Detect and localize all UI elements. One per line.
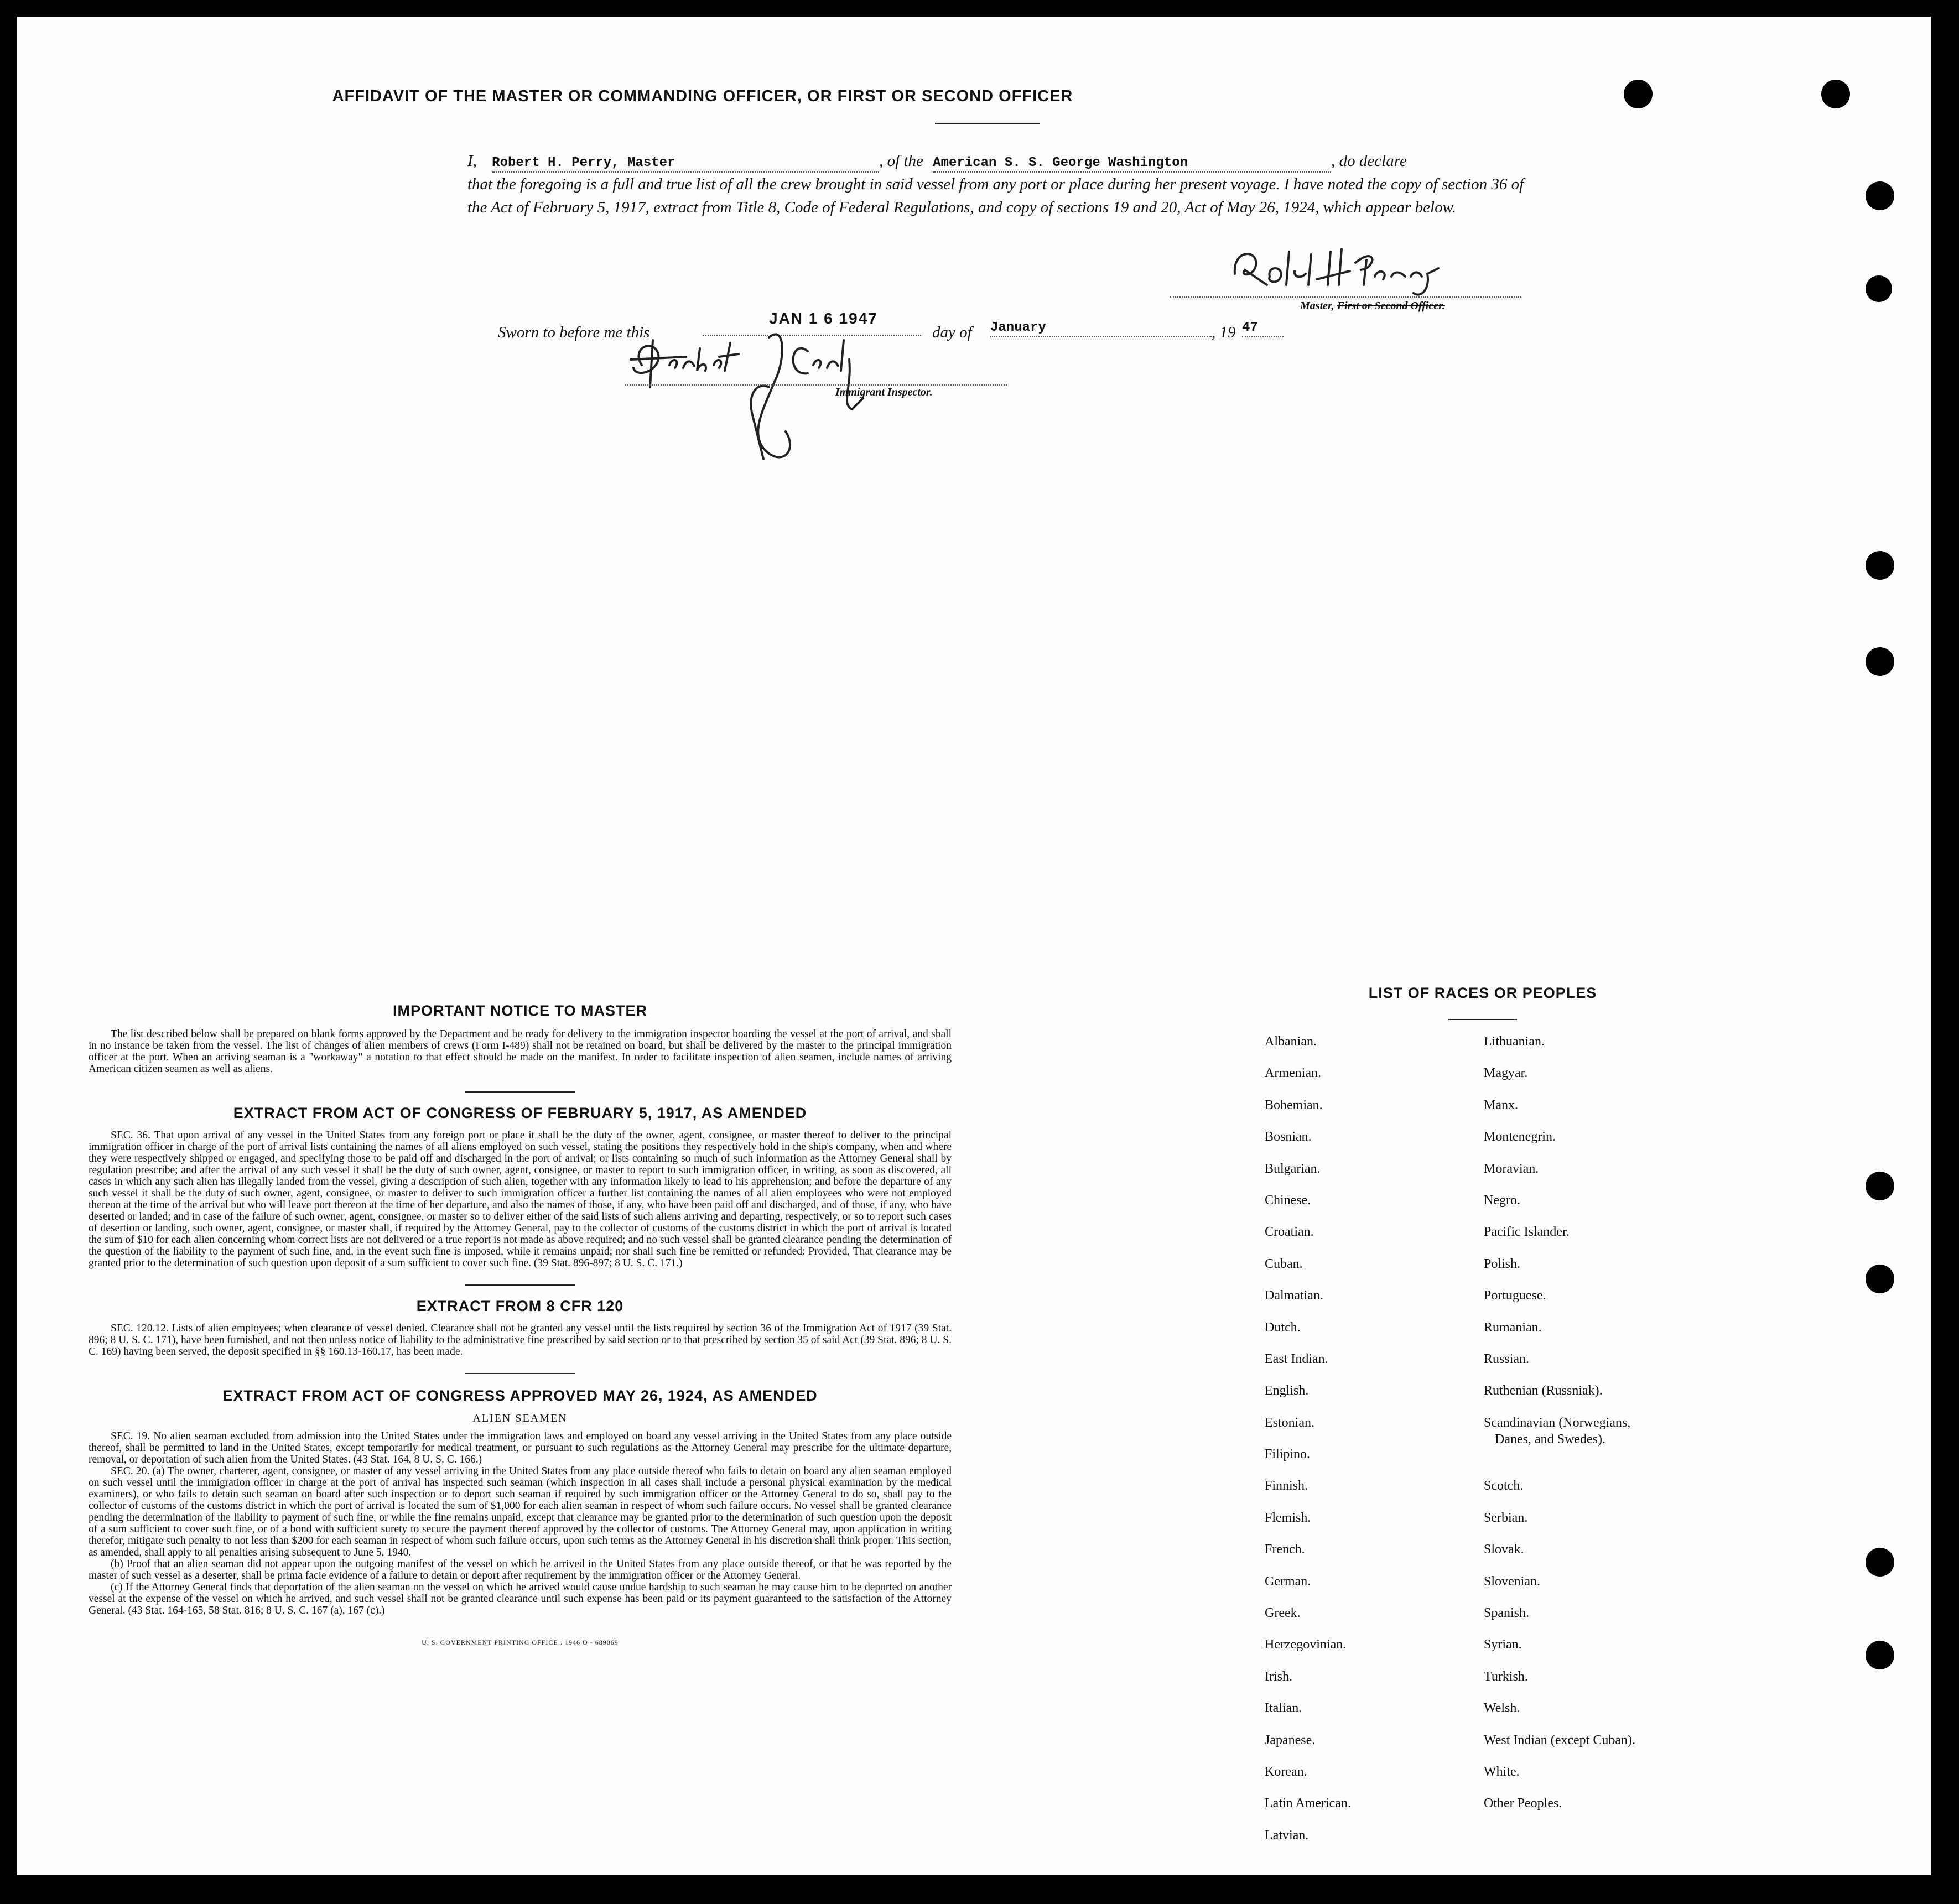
extract-1924-title: EXTRACT FROM ACT OF CONGRESS APPROVED MAY 26, 1924, AS AMENDED <box>222 1387 818 1404</box>
race-item: Moravian. <box>1484 1161 1539 1176</box>
race-item: Latvian. <box>1265 1828 1309 1843</box>
punch-hole <box>1866 1548 1894 1577</box>
race-item: Albanian. <box>1265 1034 1317 1049</box>
race-item: Greek. <box>1265 1606 1301 1621</box>
race-item: French. <box>1265 1542 1305 1557</box>
race-item: German. <box>1265 1574 1311 1589</box>
race-item: Other Peoples. <box>1484 1796 1562 1811</box>
document-sheet <box>17 17 1931 1875</box>
master-caption: Master, First or Second Officer. <box>1300 300 1445 312</box>
race-item: Bohemian. <box>1265 1097 1323 1112</box>
race-item: Spanish. <box>1484 1606 1530 1621</box>
race-item: Scandinavian (Norwegians, <box>1484 1415 1631 1430</box>
race-item: Portuguese. <box>1484 1288 1546 1303</box>
race-item: Polish. <box>1484 1256 1521 1271</box>
race-item: Montenegrin. <box>1484 1130 1556 1145</box>
punch-hole <box>1866 275 1892 302</box>
race-item: Dalmatian. <box>1265 1288 1323 1303</box>
race-item: Filipino. <box>1265 1447 1311 1462</box>
divider <box>465 1091 575 1093</box>
inspector-caption: Immigrant Inspector. <box>835 386 933 398</box>
vessel-name-field: American S. S. George Washington <box>933 155 1331 173</box>
inspector-signature <box>620 326 885 476</box>
declaration-text: that the foregoing is a full and true list of all the crew brought in said vessel from any port or place during her present voyage. I have noted the copy of section 36 of the Act of February 5, 1917, extract from Title 8, Code of Federal Regulations, and copy of sections 19 and 20, Act of May 26, 1924, which appear below. <box>467 175 1524 216</box>
affidavit-title: AFFIDAVIT OF THE MASTER OR COMMANDING OFFICER, OR FIRST OR SECOND OFFICER <box>332 87 1073 105</box>
punch-hole <box>1624 80 1653 108</box>
race-item: Slovenian. <box>1484 1574 1540 1589</box>
races-title-rule <box>1448 1019 1517 1020</box>
printer-imprint: U. S. GOVERNMENT PRINTING OFFICE : 1946 O - 689069 <box>422 1638 619 1646</box>
race-item: Scotch. <box>1484 1479 1524 1494</box>
day-of-label: day of <box>932 324 972 341</box>
year-prefix: , 19 <box>1212 324 1236 341</box>
race-item: Croatian. <box>1265 1225 1314 1240</box>
race-item: White. <box>1484 1765 1520 1779</box>
sworn-prefix: Sworn to before me this <box>498 324 650 341</box>
notice-text: The list described below shall be prepared on blank forms approved by the Department and be ready for delivery to the immigration inspector boarding the vessel at the port of arrival, and shall in no instance be taken from the vessel. The list of changes of alien members of crews (Form I-489) shall not be retained on board, but shall be delivered by the master to the principal immigration officer at the port. When an arriving seaman is a "workaway" a notation to that effect should be made on the manifest. In order to facilitate inspection of alien seamen, include names of arriving American citizen seamen as well as aliens. <box>89 1028 952 1075</box>
race-item: Dutch. <box>1265 1320 1301 1335</box>
race-item: English. <box>1265 1383 1309 1398</box>
race-item: Rumanian. <box>1484 1320 1542 1335</box>
race-item: Serbian. <box>1484 1510 1528 1525</box>
race-item: Estonian. <box>1265 1415 1314 1430</box>
punch-hole <box>1866 1172 1894 1200</box>
master-name-field: Robert H. Perry, Master <box>492 155 879 173</box>
divider <box>465 1373 575 1374</box>
race-item: Negro. <box>1484 1193 1520 1208</box>
notice-title: IMPORTANT NOTICE TO MASTER <box>393 1002 647 1019</box>
extract-1917-text: SEC. 36. That upon arrival of any vessel in the United States from any foreign port or place it shall be the duty of the owner, agent, consignee, or master thereof to deliver to the principal immigration officer in charge of the port of arrival lists containing the names of all aliens employed on such vessel, stating the positions they respectively hold in the ship's company, when and where they were respectively shipped or engaged, and specifying those to be paid off and discharged in the port of arrival; or lists containing so much of such information as the Attorney General shall by regulation prescribe; and after the arrival of any such vessel it shall be the duty of such owner, agent, consignee, or master to report to such immigration officer, in writing, as soon as discovered, all cases in which any such alien has illegally landed from the vessel, giving a description of such alien, together with any information likely to lead to his apprehension; and before the departure of any such vessel it shall be the duty of such owner, agent, consignee, or master to deliver to such immigration officer a further list containing the names of all alien employees who were not employed thereon at the time of the arrival but who will leave port thereon at the time of her departure, and also the names of those, if any, who have been paid off and discharged, and of those, if any, who have deserted or landed; and in case of the failure of such owner, agent, consignee, or master so to deliver either of the said lists of such aliens arriving and departing, respectively, or so to report such cases of desertion or landing, such owner, agent, consignee, or master shall, if required by the Attorney General, pay to the collector of customs of the customs district in which the port of arrival is located the sum of $10 for each alien concerning whom correct lists are not delivered or a true report is not made as above required; and no such vessel shall be granted clearance pending the determination of the question of the liability to the payment of such fine, and, in the event such fine is imposed, while it remains unpaid; nor shall such fine be remitted or refunded: Provided, That clearance may be granted prior to the determination of such question upon deposit of a sum sufficient to cover such fine. (39 Stat. 896-897; 8 U. S. C. 171.) <box>89 1130 952 1269</box>
punch-hole <box>1866 1265 1894 1293</box>
declaration-line: I, Robert H. Perry, Master , of the American S. S. George Washington , do declare <box>467 149 1535 173</box>
race-item: Latin American. <box>1265 1796 1351 1811</box>
races-column-1 <box>1265 1033 1497 1859</box>
race-item: Danes, and Swedes). <box>1495 1432 1605 1447</box>
punch-hole <box>1821 80 1850 108</box>
year-suffix: 47 <box>1242 320 1284 337</box>
race-item: Slovak. <box>1484 1542 1524 1557</box>
race-item: Italian. <box>1265 1701 1302 1716</box>
extract-cfr-title: EXTRACT FROM 8 CFR 120 <box>416 1298 624 1314</box>
race-item: Bulgarian. <box>1265 1161 1321 1176</box>
race-item: Russian. <box>1484 1351 1530 1366</box>
race-item: Cuban. <box>1265 1256 1303 1271</box>
punch-hole <box>1866 181 1894 210</box>
race-item: Herzegovinian. <box>1265 1637 1347 1652</box>
race-item: Manx. <box>1484 1097 1518 1112</box>
title-rule <box>935 123 1040 124</box>
race-item: Japanese. <box>1265 1733 1316 1747</box>
race-item: Syrian. <box>1484 1637 1522 1652</box>
extract-1917-title: EXTRACT FROM ACT OF CONGRESS OF FEBRUARY 5, 1917, AS AMENDED <box>233 1105 807 1121</box>
alien-seamen-subtitle: ALIEN SEAMEN <box>472 1412 568 1424</box>
race-item: Finnish. <box>1265 1479 1308 1494</box>
race-item: Ruthenian (Russniak). <box>1484 1383 1603 1398</box>
race-item: Chinese. <box>1265 1193 1311 1208</box>
extract-1924-text: SEC. 19. No alien seaman excluded from admission into the United States under the immigration laws and employed on board any vessel arriving in the United States from any place outside thereof, shall be permitted to land in the United States, except temporarily for medical treatment, or pursuant to such regulations as the Attorney General may prescribe for the ultimate departure, removal, or deportation of such alien from the United States. (43 Stat. 164, 8 U. S. C. 166.) SEC. 20. (a) The owner, charterer, agent, consignee, or master of any vessel arriving in the United States from any place outside thereof who fails to detain on board any alien seaman employed on such vessel until the immigration officer in charge at the port of arrival has inspected such seaman (which inspection in all cases shall include a personal physical examination by the medical examiners), or who fails to detain such seaman on board after such inspection or to deport such seaman if required by such immigration officer or the Attorney General to do so, shall pay to the collector of customs of the customs district in which the port of arrival is located the sum of $1,000 for each alien seaman in respect of whom such failure occurs. No vessel shall be granted clearance pending the determination of the liability to payment of such fine, or while the fine remains unpaid, except that clearance may be granted prior to the determination of such question upon the deposit of a sum sufficient to cover such fine, or of a bond with sufficient surety to secure the payment thereof approved by the collector of customs. The Attorney General may, upon application in writing therefor, mitigate such penalty to not less than $200 for each seaman in respect of whom such failure occurs, upon such terms as the Attorney General in his discretion shall think proper. This section, as amended, shall apply to all penalties arising subsequent to June 5, 1940. (b) Proof that an alien seaman did not appear upon the outgoing manifest of the vessel on which he arrived in the United States from any place outside thereof, or that he was reported by the master of such vessel as a deserter, shall be prima facie evidence of a failure to detain or deport after requirement by the immigration officer or the Attorney General. (c) If the Attorney General finds that deportation of the alien seaman on the vessel on which he arrived would cause undue hardship to such seaman he may cause him to be deported on another vessel at the expense of the vessel on which he arrived, and such vessel shall not be granted clearance until such expense has been paid or its payment guaranteed to the satisfaction of the Attorney General. (43 Stat. 164-165, 58 Stat. 816; 8 U. S. C. 167 (a), 167 (c).) <box>89 1430 952 1616</box>
inspector-signature-line <box>625 384 1007 386</box>
punch-hole <box>1866 647 1894 676</box>
race-item: Korean. <box>1265 1764 1307 1779</box>
race-item: Pacific Islander. <box>1484 1225 1570 1240</box>
race-item: Lithuanian. <box>1484 1034 1545 1049</box>
races-title: LIST OF RACES OR PEOPLES <box>1368 985 1597 1001</box>
race-item: Armenian. <box>1265 1066 1321 1081</box>
extract-cfr-text: SEC. 120.12. Lists of alien employees; when clearance of vessel denied. Clearance shall not be granted any vessel until the lists required by section 36 of the Immigration Act of 1917 (39 Stat. 896; 8 U. S. C. 171), have been furnished, and not then unless notice of liability to the administrative fine prescribed by said section or to that prescribed by section 35 of said Act (39 Stat. 896; 8 U. S. C. 169) having been served, the deposit specified in §§ 160.13-160.17, has been made. <box>89 1323 952 1357</box>
race-item: Bosnian. <box>1265 1130 1312 1145</box>
affidavit-body <box>467 149 1535 219</box>
race-item: East Indian. <box>1265 1351 1328 1366</box>
race-item: Irish. <box>1265 1669 1292 1684</box>
race-item: Turkish. <box>1484 1669 1528 1684</box>
race-item: Magyar. <box>1484 1066 1528 1081</box>
races-column-2 <box>1484 1033 1794 1827</box>
divider <box>465 1284 575 1286</box>
date-stamp: JAN 1 6 1947 <box>769 310 878 327</box>
punch-hole <box>1866 1641 1894 1669</box>
master-signature <box>1228 238 1461 299</box>
punch-hole <box>1866 551 1894 580</box>
month-field: January <box>990 320 1212 337</box>
race-item: Flemish. <box>1265 1510 1311 1525</box>
race-item: Welsh. <box>1484 1701 1520 1716</box>
regulations-column <box>89 1002 952 1647</box>
race-item: West Indian (except Cuban). <box>1484 1733 1635 1747</box>
